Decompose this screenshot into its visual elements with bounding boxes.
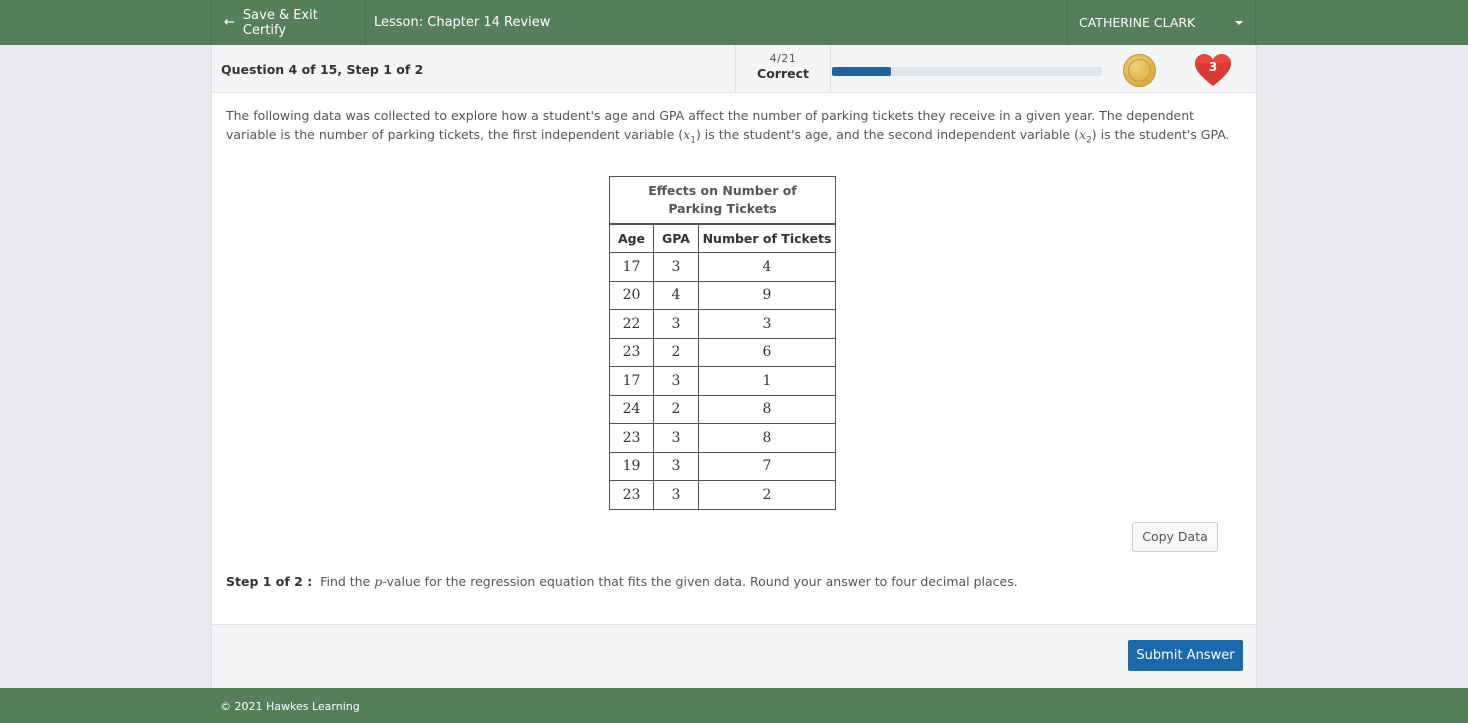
table-row [610, 452, 836, 481]
table-cell: 2 [654, 395, 699, 424]
table-cell: 2 [654, 338, 699, 367]
table-cell: 6 [699, 338, 836, 367]
top-bar [0, 0, 1468, 45]
table-cell: 4 [699, 253, 836, 282]
step-text-part: Find the [320, 574, 375, 589]
table-header-age: Age [610, 224, 654, 253]
table-row [610, 424, 836, 453]
variable-x1: x [683, 126, 691, 142]
save-exit-label: Save & Exit Certify [242, 7, 318, 38]
table-cell: 23 [610, 424, 654, 453]
table-header-tickets: Number of Tickets [699, 224, 836, 253]
table-cell: 1 [699, 367, 836, 396]
footer [0, 688, 1468, 723]
table-cell: 17 [610, 367, 654, 396]
step-label: Step 1 of 2 : [226, 574, 313, 589]
status-bar [212, 45, 1256, 93]
step-text-part: -value for the regression equation that fits the given data. Round your answer to four decimal places. [382, 574, 1018, 589]
table-cell: 4 [654, 281, 699, 310]
question-step-label: Question 4 of 15, Step 1 of 2 [221, 62, 424, 77]
subscript-2: 2 [1086, 135, 1092, 145]
copyright-text: © 2021 Hawkes Learning [220, 700, 360, 713]
back-arrow-icon: ← [224, 15, 235, 30]
table-cell: 19 [610, 452, 654, 481]
save-exit-button[interactable] [212, 0, 366, 45]
table-cell: 9 [699, 281, 836, 310]
score-fraction: 4/21 [769, 52, 797, 65]
lives-count: 3 [1208, 60, 1218, 74]
coin-inner-ring [1128, 59, 1151, 82]
table-cell: 22 [610, 310, 654, 339]
question-panel [211, 45, 1257, 688]
table-cell: 3 [654, 367, 699, 396]
table-row [610, 253, 836, 282]
variable-p: p [374, 574, 383, 589]
table-caption: Effects on Number of Parking Tickets [610, 177, 836, 225]
lesson-title: Lesson: Chapter 14 Review [374, 15, 551, 30]
table-cell: 8 [699, 424, 836, 453]
question-text [226, 107, 1241, 150]
data-table [609, 176, 836, 510]
step-instructions [226, 574, 1018, 589]
progress-bar-fill [832, 67, 891, 76]
table-header-gpa: GPA [654, 224, 699, 253]
table-row [610, 310, 836, 339]
table-row [610, 281, 836, 310]
subscript-1: 1 [690, 135, 696, 145]
table-cell: 24 [610, 395, 654, 424]
question-text-part: ) is the student's GPA. [1091, 126, 1230, 142]
variable-x2: x [1079, 126, 1087, 142]
table-cell: 23 [610, 481, 654, 510]
user-menu-dropdown[interactable] [1067, 0, 1256, 45]
table-cell: 7 [699, 452, 836, 481]
table-cell: 23 [610, 338, 654, 367]
table-cell: 3 [654, 310, 699, 339]
question-text-part: The following data was collected to explore how a student's age and GPA affect the number of parking tickets they receive in a given year. The dependent variable is the number of parking tickets, the first independent variable ( [226, 108, 1195, 142]
coin-icon [1123, 54, 1156, 87]
table-cell: 2 [699, 481, 836, 510]
question-text-part: ) is the student's age, and the second independent variable ( [695, 126, 1079, 142]
table-cell: 8 [699, 395, 836, 424]
copy-data-button[interactable]: Copy Data [1132, 522, 1218, 552]
score-label: Correct [757, 66, 809, 81]
table-cell: 3 [654, 424, 699, 453]
table-row [610, 481, 836, 510]
progress-bar [832, 67, 1102, 76]
caret-down-icon [1235, 21, 1243, 25]
top-bar-inner [211, 0, 1256, 45]
table-cell: 3 [654, 481, 699, 510]
table-row [610, 395, 836, 424]
table-row [610, 338, 836, 367]
lives-heart [1193, 52, 1233, 88]
table-row [610, 367, 836, 396]
action-area [212, 624, 1256, 688]
submit-answer-button[interactable]: Submit Answer [1128, 640, 1243, 671]
table-cell: 17 [610, 253, 654, 282]
table-cell: 20 [610, 281, 654, 310]
table-cell: 3 [654, 253, 699, 282]
table-cell: 3 [654, 452, 699, 481]
table-cell: 3 [699, 310, 836, 339]
user-name: CATHERINE CLARK [1079, 15, 1196, 30]
score-box [735, 45, 831, 93]
